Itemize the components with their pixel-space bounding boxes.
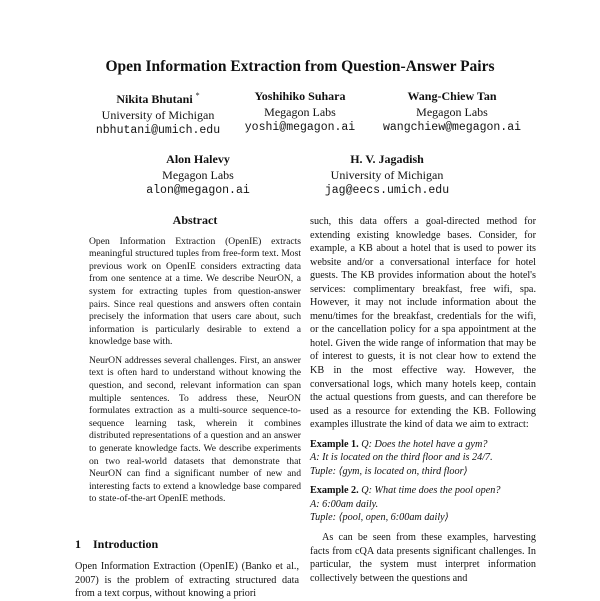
author-name: Alon Halevy	[166, 152, 230, 166]
example-answer: A: 6:00am daily.	[310, 498, 379, 510]
author-footnote-mark: *	[195, 91, 200, 100]
author-block	[372, 88, 532, 136]
author-affiliation: University of Michigan	[101, 108, 215, 122]
example-tuple: Tuple: ⟨pool, open, 6:00am daily⟩	[310, 512, 449, 524]
intro-text	[75, 560, 299, 601]
author-affiliation: Megagon Labs	[162, 168, 234, 182]
author-affiliation: Megagon Labs	[416, 105, 488, 119]
example-answer: A: It is located on the third floor and is 24/7.	[310, 452, 493, 464]
section-number: 1	[75, 537, 81, 551]
author-block	[228, 88, 372, 136]
author-name: Wang-Chiew Tan	[407, 89, 497, 103]
author-email: wangchiew@megagon.ai	[382, 121, 522, 134]
abstract-heading: Abstract	[172, 213, 218, 227]
author-affiliation: University of Michigan	[330, 168, 444, 182]
author-email: nbhutani@umich.edu	[95, 124, 221, 137]
body-paragraph: As can be seen from these examples, harvesting facts from cQA data presents significant challenges. In particular, the system must interpret information collectively between the questions and	[310, 532, 536, 584]
example-question: Q: What time does the pool open?	[361, 485, 501, 497]
example-label: Example 2.	[310, 485, 359, 497]
section-title: Introduction	[93, 537, 159, 551]
example-tuple: Tuple: ⟨gym, is located on, third floor⟩	[310, 465, 468, 477]
author-block	[306, 151, 468, 199]
example-block	[310, 438, 536, 479]
paper-title: Open Information Extraction from Question-Answer Pairs	[105, 58, 495, 75]
author-name: Yoshihiko Suhara	[254, 89, 346, 103]
author-affiliation: Megagon Labs	[264, 105, 336, 119]
example-question: Q: Does the hotel have a gym?	[361, 438, 488, 450]
author-name: Nikita Bhutani	[116, 92, 193, 106]
body-paragraph: Open Information Extraction (OpenIE) (Banko et al., 2007) is the problem of extracting structured data from a text corpus, without knowing a priori	[75, 561, 299, 600]
author-email: yoshi@megagon.ai	[244, 121, 356, 134]
abstract-paragraph: NeurON addresses several challenges. First, an answer text is often hard to understand without knowing the question, and second, relevant information can span multiple sentences. To address these, NeurON formulates extraction as a multi-source sequence-to-sequence learning task, wherein it combines distributed representations of a question and an answer to generate knowledge facts. We describe experiments on two real-world datasets that demonstrate that NeurON can find a significant number of new and interesting facts to extend a knowledge base compared to state-of-the-art OpenIE methods.	[89, 354, 301, 505]
abstract	[89, 214, 301, 506]
body-paragraph: such, this data offers a goal-directed method for extending existing knowledge bases. Consider, for example, a KB about a hotel that is used to power its website and/or a conversational interface for hotel guests. The KB provides information about the hotel's services: complimentary breakfast, free wifi, spa. However, it may not include information about the menu/times for the breakfast, credentials for the wifi, or the cancellation policy for a spa appointment at the hotel. Given the wide range of information that may be of interest to guests, it is not clear how to extend the KB in the most effective way. However, the conversational logs, which many hotels keep, contain the actual questions from guests, and can therefore be used as a resource for extending the KB. Following examples illustrate the kind of data we aim to extract:	[310, 216, 536, 431]
abstract-paragraph: Open Information Extraction (OpenIE) extracts meaningful structured tuples from free-form text. Most previous work on OpenIE considers extracting data from one sentence at a time. We describe NeurON, a system for extracting tuples from question-answer pairs. Since real questions and answers often contain precisely the information that users care about, such information is particularly desirable to extend a knowledge base with.	[89, 235, 301, 348]
author-block	[80, 88, 236, 139]
right-column	[310, 215, 536, 585]
author-email: jag@eecs.umich.edu	[324, 184, 450, 197]
author-name: H. V. Jagadish	[350, 152, 424, 166]
example-label: Example 1.	[310, 438, 359, 450]
example-block	[310, 484, 536, 525]
author-email: alon@megagon.ai	[146, 184, 250, 197]
author-block	[128, 151, 268, 199]
section-heading	[75, 537, 158, 552]
